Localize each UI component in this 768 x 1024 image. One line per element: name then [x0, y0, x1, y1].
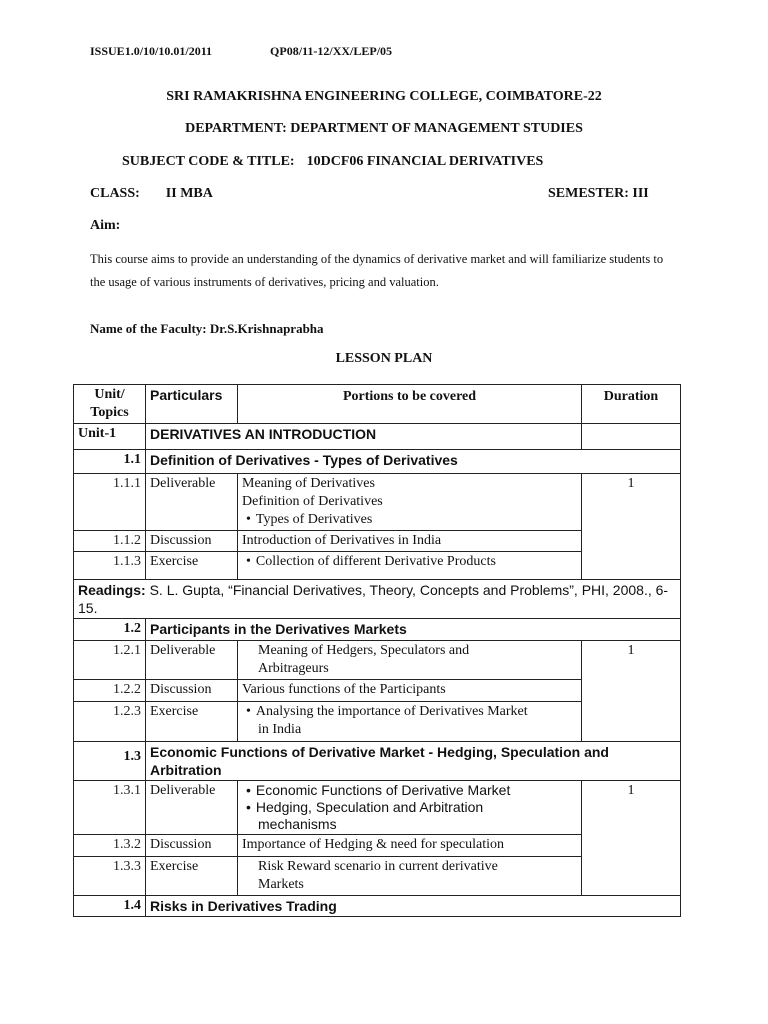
- readings-row: [74, 580, 681, 619]
- portion-line: Meaning of Hedgers, Speculators and: [258, 643, 470, 658]
- row-number: 1.3.3: [74, 857, 146, 896]
- row-particulars: Discussion: [146, 531, 238, 552]
- lesson-plan-table: [73, 384, 681, 917]
- class-line: [90, 186, 213, 202]
- department-name: DEPARTMENT: DEPARTMENT OF MANAGEMENT STUDIES: [185, 121, 583, 136]
- readings-cell: [74, 580, 681, 619]
- row-particulars: Exercise: [146, 857, 238, 896]
- readings-text: S. L. Gupta, “Financial Derivatives, Theory, Concepts and Problems”, PHI, 2008., 6-15.: [78, 582, 669, 616]
- row-particulars: Discussion: [146, 680, 238, 702]
- row-portions: [238, 781, 582, 835]
- table-header-row: [74, 385, 681, 424]
- header-particulars: Particulars: [146, 385, 238, 424]
- row-number: 1.3.1: [74, 781, 146, 835]
- row-particulars: Deliverable: [146, 781, 238, 835]
- aim-label: Aim:: [90, 218, 121, 233]
- issue-number: ISSUE1.0/10/10.01/2011: [90, 44, 213, 58]
- row-number: 1.3.2: [74, 835, 146, 857]
- portion-line: in India: [258, 722, 302, 737]
- row-portions: Various functions of the Participants: [238, 680, 582, 702]
- unit-label: Unit-1: [74, 424, 146, 450]
- section-row: [74, 896, 681, 917]
- row-portions: [238, 702, 582, 742]
- row-duration: 1: [582, 474, 681, 580]
- unit-title: DERIVATIVES AN INTRODUCTION: [146, 424, 582, 450]
- section-row: [74, 742, 681, 781]
- college-name: SRI RAMAKRISHNA ENGINEERING COLLEGE, COIMBATORE-22: [166, 89, 602, 104]
- aim-text: This course aims to provide an understanding of the dynamics of derivative market and will familiarize students to the usage of various instruments of derivatives, pricing and valuation.: [90, 252, 664, 289]
- row-portions: Importance of Hedging & need for speculation: [238, 835, 582, 857]
- row-number: 1.2.1: [74, 641, 146, 680]
- unit-row: [74, 424, 681, 450]
- document-issue-header: [90, 44, 392, 59]
- row-particulars: Exercise: [146, 552, 238, 580]
- class-value: II MBA: [165, 186, 213, 201]
- row-number: 1.2.2: [74, 680, 146, 702]
- class-label: CLASS:: [90, 186, 140, 201]
- header-unit-topics: Unit/ Topics: [74, 385, 146, 424]
- lesson-plan-title: LESSON PLAN: [335, 351, 433, 366]
- row-portions: [238, 552, 582, 580]
- header-duration: Duration: [582, 385, 681, 424]
- portion-bullet: • Collection of different Derivative Products: [242, 553, 577, 571]
- subject-line: [122, 154, 543, 170]
- section-number: 1.4: [74, 896, 146, 917]
- row-number: 1.1.2: [74, 531, 146, 552]
- row-number: 1.1.1: [74, 474, 146, 531]
- section-title: Economic Functions of Derivative Market - Hedging, Speculation and Arbitration: [146, 742, 681, 781]
- portion-bullet: • Analysing the importance of Derivatives Market: [242, 703, 577, 721]
- table-row: [74, 781, 681, 835]
- table-row: [74, 641, 681, 680]
- section-row: [74, 450, 681, 474]
- section-title: Risks in Derivatives Trading: [146, 896, 681, 917]
- portion-bullet: • Economic Functions of Derivative Market: [242, 782, 577, 799]
- portion-line: Arbitrageurs: [258, 661, 329, 676]
- readings-label: Readings:: [78, 582, 146, 598]
- row-duration: 1: [582, 781, 681, 896]
- section-number: 1.1: [74, 450, 146, 474]
- subject-label: SUBJECT CODE & TITLE:: [122, 154, 295, 169]
- row-portions: [238, 641, 582, 680]
- section-title: Participants in the Derivatives Markets: [146, 619, 681, 641]
- unit-duration-cell: [582, 424, 681, 450]
- row-particulars: Discussion: [146, 835, 238, 857]
- section-number: 1.2: [74, 619, 146, 641]
- header-portions: Portions to be covered: [238, 385, 582, 424]
- portion-bullet: • Types of Derivatives: [242, 511, 577, 529]
- row-particulars: Deliverable: [146, 641, 238, 680]
- faculty-name: Name of the Faculty: Dr.S.Krishnaprabha: [90, 321, 324, 336]
- row-number: 1.1.3: [74, 552, 146, 580]
- row-duration: 1: [582, 641, 681, 742]
- portion-line: Definition of Derivatives: [242, 494, 383, 509]
- portion-line: mechanisms: [258, 816, 337, 832]
- section-title: Definition of Derivatives - Types of Derivatives: [146, 450, 681, 474]
- portion-line: Markets: [258, 877, 304, 892]
- row-portions: Introduction of Derivatives in India: [238, 531, 582, 552]
- row-particulars: Deliverable: [146, 474, 238, 531]
- row-particulars: Exercise: [146, 702, 238, 742]
- table-row: [74, 474, 681, 531]
- section-number: 1.3: [74, 742, 146, 781]
- semester: SEMESTER: III: [548, 186, 649, 201]
- portion-bullet: • Hedging, Speculation and Arbitration: [242, 799, 577, 816]
- row-portions: [238, 857, 582, 896]
- portion-line: Risk Reward scenario in current derivative: [258, 859, 498, 874]
- portion-line: Meaning of Derivatives: [242, 476, 375, 491]
- row-number: 1.2.3: [74, 702, 146, 742]
- section-row: [74, 619, 681, 641]
- subject-value: 10DCF06 FINANCIAL DERIVATIVES: [306, 154, 544, 169]
- document-reference: QP08/11-12/XX/LEP/05: [270, 44, 393, 58]
- row-portions: [238, 474, 582, 531]
